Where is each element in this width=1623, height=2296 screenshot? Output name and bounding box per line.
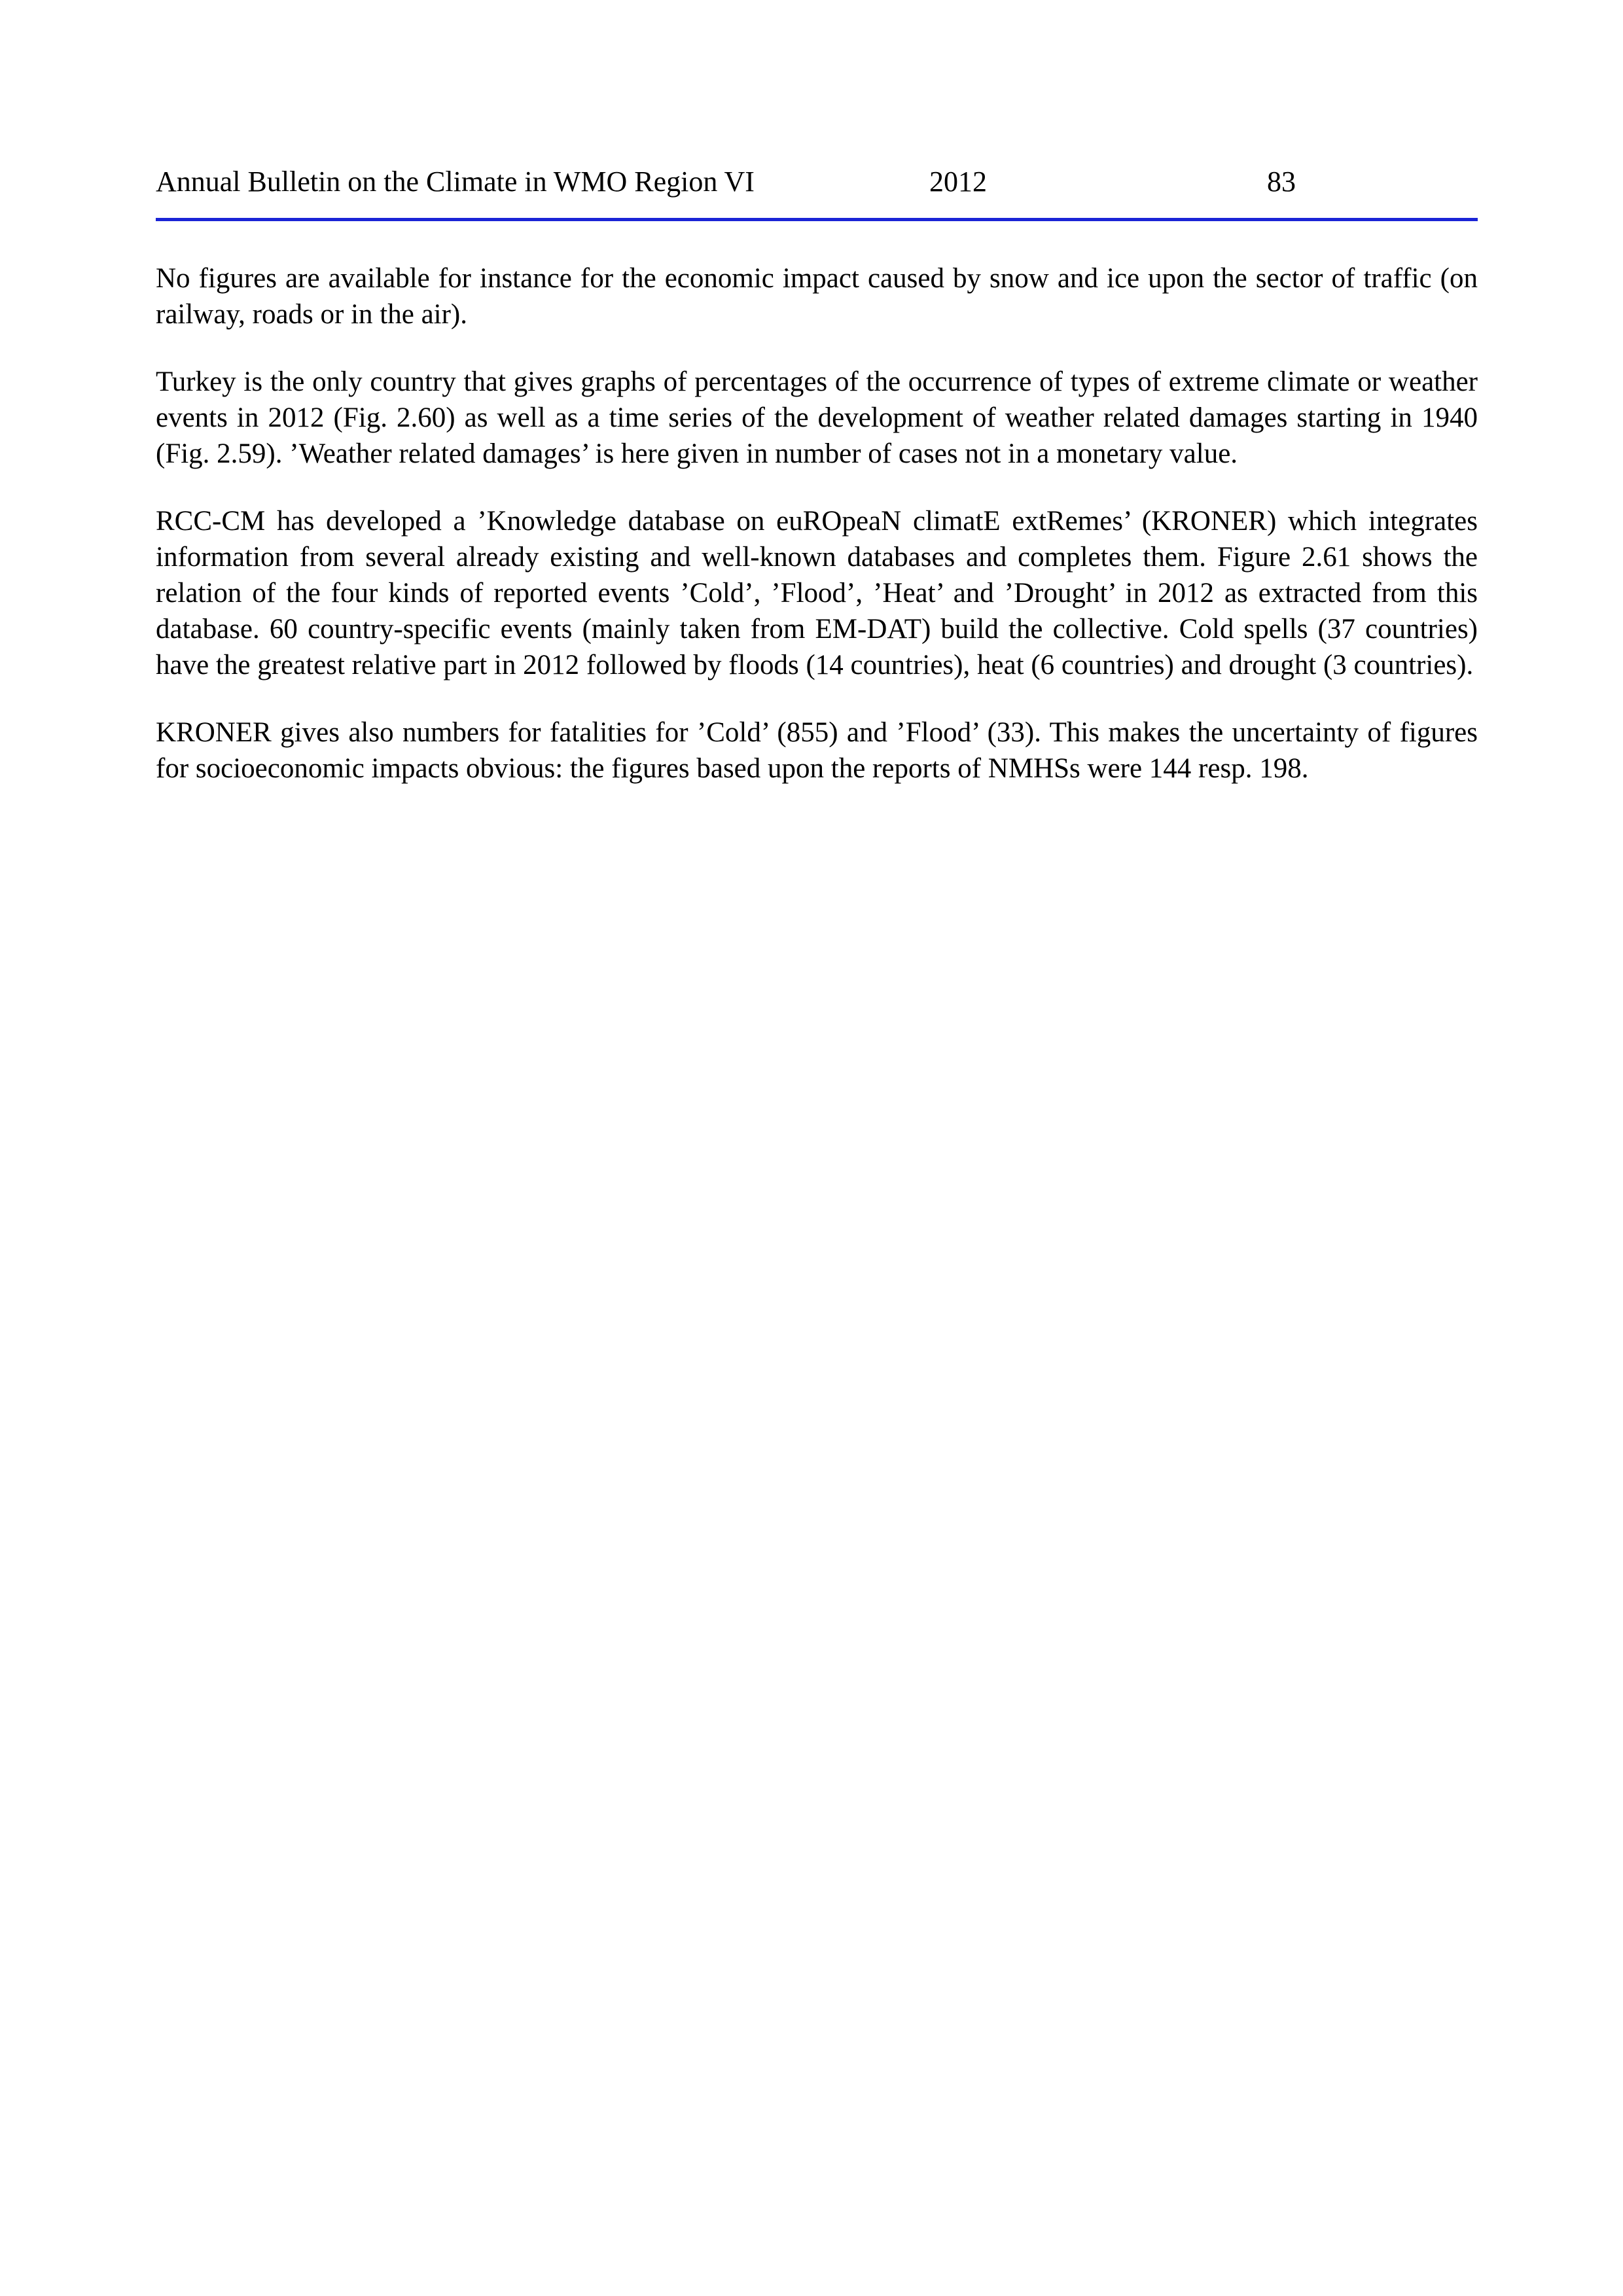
header-title: Annual Bulletin on the Climate in WMO Region VI — [156, 166, 755, 198]
header-year: 2012 — [929, 166, 987, 198]
header-page-number: 83 — [1267, 166, 1296, 198]
paragraph-3: RCC-CM has developed a ’Knowledge database on euROpeaN climatE extRemes’ (KRONER) which integrates information from several already existing and well-known databases and completes them. Figure 2.61 shows the relation of the four kinds of reported events ’Cold’, ’Flood’, ’Heat’ and ’Drought’ in 2012 as extracted from this database. 60 country-specific events (mainly taken from EM-DAT) build the collective. Cold spells (37 countries) have the greatest relative part in 2012 followed by floods (14 countries), heat (6 countries) and drought (3 countries). — [156, 506, 1478, 680]
paragraph-2: Turkey is the only country that gives graphs of percentages of the occurrence of types of extreme climate or weather events in 2012 (Fig. 2.60) as well as a time series of the development of weather related damages starting in 1940 (Fig. 2.59). ’Weather related damages’ is here given in number of cases not in a monetary value. — [156, 366, 1478, 469]
paragraph-4: KRONER gives also numbers for fatalities for ’Cold’ (855) and ’Flood’ (33). This makes the uncertainty of figures for socioeconomic impacts obvious: the figures based upon the reports of NMHSs were 144 resp. 198. — [156, 717, 1478, 784]
header-rule — [156, 218, 1478, 221]
page-header — [156, 162, 1478, 202]
body-text — [156, 260, 1478, 818]
paragraph-1: No figures are available for instance for the economic impact caused by snow and ice upon the sector of traffic (on railway, roads or in the air). — [156, 263, 1478, 330]
